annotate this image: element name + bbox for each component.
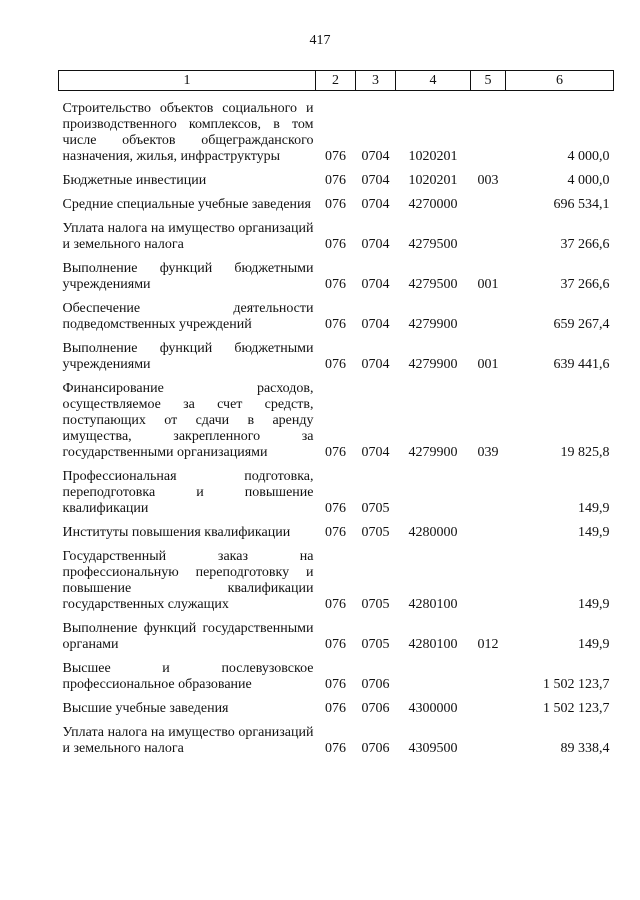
row-expense-type-code [471, 717, 506, 757]
row-description: Государственный заказ на профессиональную переподготовку и повышение квалификации государственных служащих [62, 549, 314, 612]
row-ministry-code: 076 [325, 637, 346, 652]
row-target-code: 1020201 [408, 149, 458, 164]
row-ministry-code: 076 [325, 677, 346, 692]
table-row [59, 461, 614, 517]
row-ministry-code: 076 [325, 357, 346, 372]
row-expense-type-code: 012 [477, 637, 499, 652]
row-target-code: 4279900 [408, 317, 458, 332]
row-amount: 696 534,1 [553, 197, 610, 212]
table-row [59, 189, 614, 213]
row-amount: 19 825,8 [560, 445, 610, 460]
row-ministry-code: 076 [325, 317, 346, 332]
row-section-code: 0706 [361, 677, 390, 692]
row-ministry-code: 076 [325, 237, 346, 252]
row-amount: 1 502 123,7 [543, 677, 610, 692]
table-row [59, 293, 614, 333]
row-section-code: 0705 [361, 525, 390, 540]
row-expense-type-code [471, 653, 506, 693]
row-description: Высшие учебные заведения [62, 701, 229, 716]
row-expense-type-code [471, 517, 506, 541]
row-amount: 149,9 [578, 597, 610, 612]
header-col-2: 2 [316, 71, 356, 91]
row-amount: 149,9 [578, 637, 610, 652]
row-section-code: 0704 [361, 197, 390, 212]
row-target-code: 4279900 [408, 357, 458, 372]
row-section-code: 0706 [361, 701, 390, 716]
table-body [59, 91, 614, 758]
page-number: 417 [309, 33, 331, 48]
row-description: Средние специальные учебные заведения [62, 197, 311, 212]
row-section-code: 0706 [361, 741, 390, 756]
row-description: Высшее и послевузовское профессиональное образование [62, 661, 314, 692]
row-amount: 149,9 [578, 525, 610, 540]
row-target-code: 4309500 [408, 741, 458, 756]
row-description: Строительство объектов социального и производственного комплексов, в том числе объектов общегражданского назначения, жилья, инфраструктуры [62, 101, 314, 164]
row-expense-type-code [471, 293, 506, 333]
row-expense-type-code [471, 541, 506, 613]
row-ministry-code: 076 [325, 741, 346, 756]
table-row [59, 165, 614, 189]
row-target-code [396, 461, 471, 517]
row-target-code: 4280100 [408, 597, 458, 612]
table-row [59, 541, 614, 613]
row-ministry-code: 076 [325, 525, 346, 540]
row-amount: 37 266,6 [560, 277, 610, 292]
budget-table [58, 70, 614, 757]
row-ministry-code: 076 [325, 597, 346, 612]
row-ministry-code: 076 [325, 149, 346, 164]
row-section-code: 0704 [361, 445, 390, 460]
table-row [59, 91, 614, 166]
row-section-code: 0705 [361, 637, 390, 652]
row-description: Институты повышения квалификации [62, 525, 291, 540]
row-amount: 639 441,6 [553, 357, 610, 372]
row-section-code: 0705 [361, 597, 390, 612]
table-row [59, 517, 614, 541]
row-ministry-code: 076 [325, 701, 346, 716]
row-section-code: 0704 [361, 149, 390, 164]
row-target-code: 4280100 [408, 637, 458, 652]
row-ministry-code: 076 [325, 197, 346, 212]
row-target-code: 4279500 [408, 277, 458, 292]
row-target-code: 1020201 [408, 173, 458, 188]
row-description: Уплата налога на имущество организаций и земельного налога [62, 221, 314, 252]
row-amount: 4 000,0 [567, 149, 610, 164]
row-section-code: 0704 [361, 317, 390, 332]
row-description: Выполнение функций бюджетными учреждениями [62, 261, 314, 292]
row-target-code: 4279500 [408, 237, 458, 252]
table-row [59, 717, 614, 757]
row-ministry-code: 076 [325, 277, 346, 292]
row-expense-type-code [471, 91, 506, 166]
row-target-code: 4300000 [408, 701, 458, 716]
row-amount: 1 502 123,7 [543, 701, 610, 716]
table-row [59, 213, 614, 253]
row-expense-type-code [471, 213, 506, 253]
table-row [59, 693, 614, 717]
row-amount: 659 267,4 [553, 317, 610, 332]
row-description: Финансирование расходов, осуществляемое за счет средств, поступающих от сдачи в аренду имущества, закрепленного за государственными организациями [62, 381, 314, 460]
row-expense-type-code: 003 [477, 173, 499, 188]
row-amount: 4 000,0 [567, 173, 610, 188]
header-row [59, 71, 614, 91]
row-amount: 149,9 [578, 501, 610, 516]
row-target-code: 4279900 [408, 445, 458, 460]
row-description: Профессиональная подготовка, переподготовка и повышение квалификации [62, 469, 314, 516]
table-row [59, 253, 614, 293]
row-section-code: 0704 [361, 237, 390, 252]
table-row [59, 333, 614, 373]
row-target-code: 4270000 [408, 197, 458, 212]
row-target-code [396, 653, 471, 693]
header-col-1: 1 [59, 71, 316, 91]
row-amount: 89 338,4 [560, 741, 610, 756]
row-expense-type-code [471, 693, 506, 717]
row-description: Выполнение функций бюджетными учреждениями [62, 341, 314, 372]
table-row [59, 373, 614, 461]
row-section-code: 0704 [361, 277, 390, 292]
row-ministry-code: 076 [325, 501, 346, 516]
row-section-code: 0704 [361, 173, 390, 188]
header-col-5: 5 [471, 71, 506, 91]
row-expense-type-code [471, 189, 506, 213]
row-description: Обеспечение деятельности подведомственных учреждений [62, 301, 314, 332]
row-expense-type-code: 001 [477, 357, 499, 372]
header-col-6: 6 [506, 71, 614, 91]
header-col-3: 3 [356, 71, 396, 91]
row-expense-type-code [471, 461, 506, 517]
row-amount: 37 266,6 [560, 237, 610, 252]
row-description: Бюджетные инвестиции [62, 173, 207, 188]
table-header [59, 71, 614, 91]
row-description: Уплата налога на имущество организаций и земельного налога [62, 725, 314, 756]
header-col-4: 4 [396, 71, 471, 91]
table-row [59, 613, 614, 653]
row-ministry-code: 076 [325, 173, 346, 188]
row-section-code: 0704 [361, 357, 390, 372]
row-target-code: 4280000 [408, 525, 458, 540]
row-expense-type-code: 039 [477, 445, 499, 460]
row-description: Выполнение функций государственными органами [62, 621, 314, 652]
row-section-code: 0705 [361, 501, 390, 516]
table-row [59, 653, 614, 693]
row-ministry-code: 076 [325, 445, 346, 460]
row-expense-type-code: 001 [477, 277, 499, 292]
